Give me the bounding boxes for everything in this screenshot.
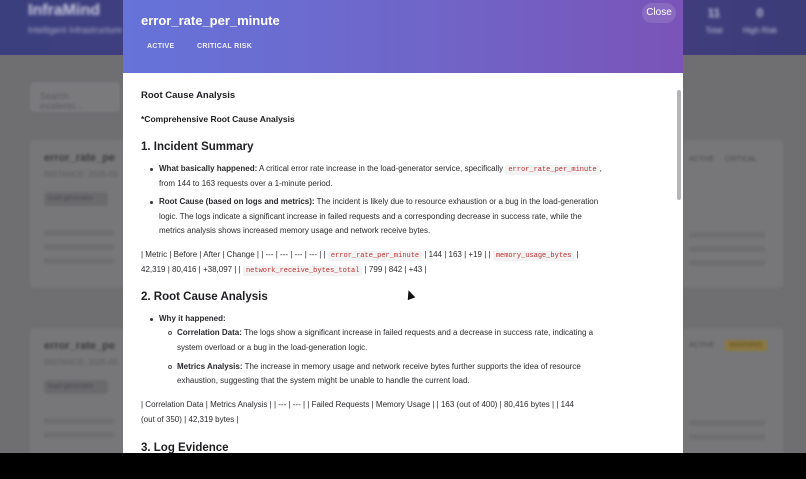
content-heading: Root Cause Analysis <box>141 90 236 101</box>
sub-list-item-continuation: system overload or a bug in the load-generation logic. <box>177 343 368 352</box>
card-text-line <box>689 246 765 252</box>
metric-code: network_receive_bytes_total <box>243 266 362 276</box>
card-text-line <box>44 432 114 438</box>
metric-code: memory_usage_bytes <box>493 251 575 261</box>
item-label: Correlation Data: <box>177 328 242 337</box>
bottom-letterbox <box>0 453 806 479</box>
modal-scrollbar[interactable] <box>677 90 681 200</box>
sub-bullet <box>168 365 172 369</box>
stat-value: 0 <box>756 6 764 20</box>
card-title: error_rate_pe <box>44 340 115 352</box>
card-text-line <box>689 232 765 238</box>
table-text: | <box>576 250 579 259</box>
sub-bullet <box>168 331 172 335</box>
incident-card[interactable] <box>30 140 125 288</box>
stat-high-risk <box>740 6 780 35</box>
incident-detail-modal <box>123 0 683 453</box>
card-text-line <box>689 260 765 266</box>
card-title: error_rate_pe <box>44 152 115 164</box>
card-subtitle: INSTANCE: 2025-05 <box>44 170 118 179</box>
search-input[interactable]: Search incidents... <box>30 82 120 112</box>
bullet <box>150 318 153 321</box>
metric-code: error_rate_per_minute <box>505 165 599 175</box>
status-badge: ACTIVE <box>689 156 715 163</box>
stat-label: Total <box>705 26 723 35</box>
stat-value: 11 <box>707 6 721 20</box>
stat-total <box>694 6 734 35</box>
stat-label: High Risk <box>742 26 778 35</box>
status-tag[interactable]: ACTIVE <box>147 43 175 50</box>
list-item <box>159 162 602 177</box>
card-text-line <box>44 258 114 264</box>
app-subtitle: Intelligent Infrastructure <box>28 25 123 35</box>
sub-list-item <box>177 360 581 374</box>
item-label: Root Cause (based on logs and metrics): <box>159 197 315 206</box>
risk-badge: WARNING <box>725 340 767 351</box>
card-text-line <box>689 420 765 426</box>
item-text: The increase in memory usage and network receive bytes further supports the idea of resource <box>242 362 581 371</box>
item-text: The logs show a significant increase in failed requests and a decrease in success rate, indicating a <box>241 328 594 337</box>
section-title-root-cause: 2. Root Cause Analysis <box>141 291 268 303</box>
card-badge: load-generator <box>44 192 108 206</box>
item-text: The incident is likely due to resource exhaustion or a bug in the load-generation <box>314 197 599 206</box>
card-badge: load-generator <box>44 380 108 394</box>
list-item-continuation: metrics analysis shows increased memory usage and network receive bytes. <box>159 226 431 235</box>
content-subheading: *Comprehensive Root Cause Analysis <box>141 114 295 124</box>
list-item-continuation: from 144 to 163 requests over a 1-minute period. <box>159 179 333 188</box>
item-label: What basically happened: <box>159 164 258 173</box>
table-text: 42,319 | 80,416 | +38,097 | | <box>141 265 241 274</box>
card-subtitle: INSTANCE: 2025-05 <box>44 358 118 367</box>
card-text-line <box>44 418 114 424</box>
item-text: , <box>599 164 602 173</box>
correlation-table-text: (out of 350) | 42,319 bytes | <box>141 415 239 424</box>
list-item-label: Why it happened: <box>159 314 226 323</box>
incident-card-right[interactable] <box>683 140 783 288</box>
section-title-log-evidence: 3. Log Evidence <box>141 442 229 453</box>
card-text-line <box>44 244 114 250</box>
risk-tag[interactable]: CRITICAL RISK <box>197 43 253 50</box>
status-badge: ACTIVE <box>689 342 715 349</box>
metrics-table-text <box>141 263 427 278</box>
item-text: A critical error rate increase in the load-generator service, specifically <box>257 164 506 173</box>
sub-list-item <box>177 326 593 340</box>
modal-title: error_rate_per_minute <box>141 13 280 28</box>
modal-header <box>123 0 683 73</box>
card-text-line <box>44 230 114 236</box>
risk-badge: CRITICAL <box>725 156 757 163</box>
modal-body[interactable] <box>123 73 683 453</box>
sub-list-item-continuation: exhaustion, suggesting that the system might be unable to handle the current load. <box>177 376 470 385</box>
metrics-table-text <box>141 248 579 263</box>
card-text-line <box>689 434 765 440</box>
table-text: | 799 | 842 | +43 | <box>364 265 427 274</box>
incident-card[interactable] <box>30 328 125 453</box>
list-item-continuation: logic. The logs indicate a significant increase in failed requests and a corresponding decrease in success rate, while the <box>159 212 582 221</box>
close-button[interactable]: Close <box>642 3 676 23</box>
incident-card-right[interactable] <box>683 328 783 453</box>
app-logo: InfraMind <box>28 2 100 19</box>
list-item <box>159 195 598 209</box>
bullet <box>150 201 153 204</box>
table-text: | Metric | Before | After | Change | | --- | --- | --- | --- | | <box>141 250 326 259</box>
section-title-incident-summary: 1. Incident Summary <box>141 141 254 153</box>
metric-code: error_rate_per_minute <box>328 251 422 261</box>
bullet <box>150 168 153 171</box>
item-label: Metrics Analysis: <box>177 362 243 371</box>
table-text: | 144 | 163 | +19 | | <box>424 250 491 259</box>
correlation-table-text: | Correlation Data | Metrics Analysis | | --- | --- | | Failed Requests | Memory Usage | | 163 (out of 400) | 80,416 bytes | | 144 <box>141 400 574 409</box>
